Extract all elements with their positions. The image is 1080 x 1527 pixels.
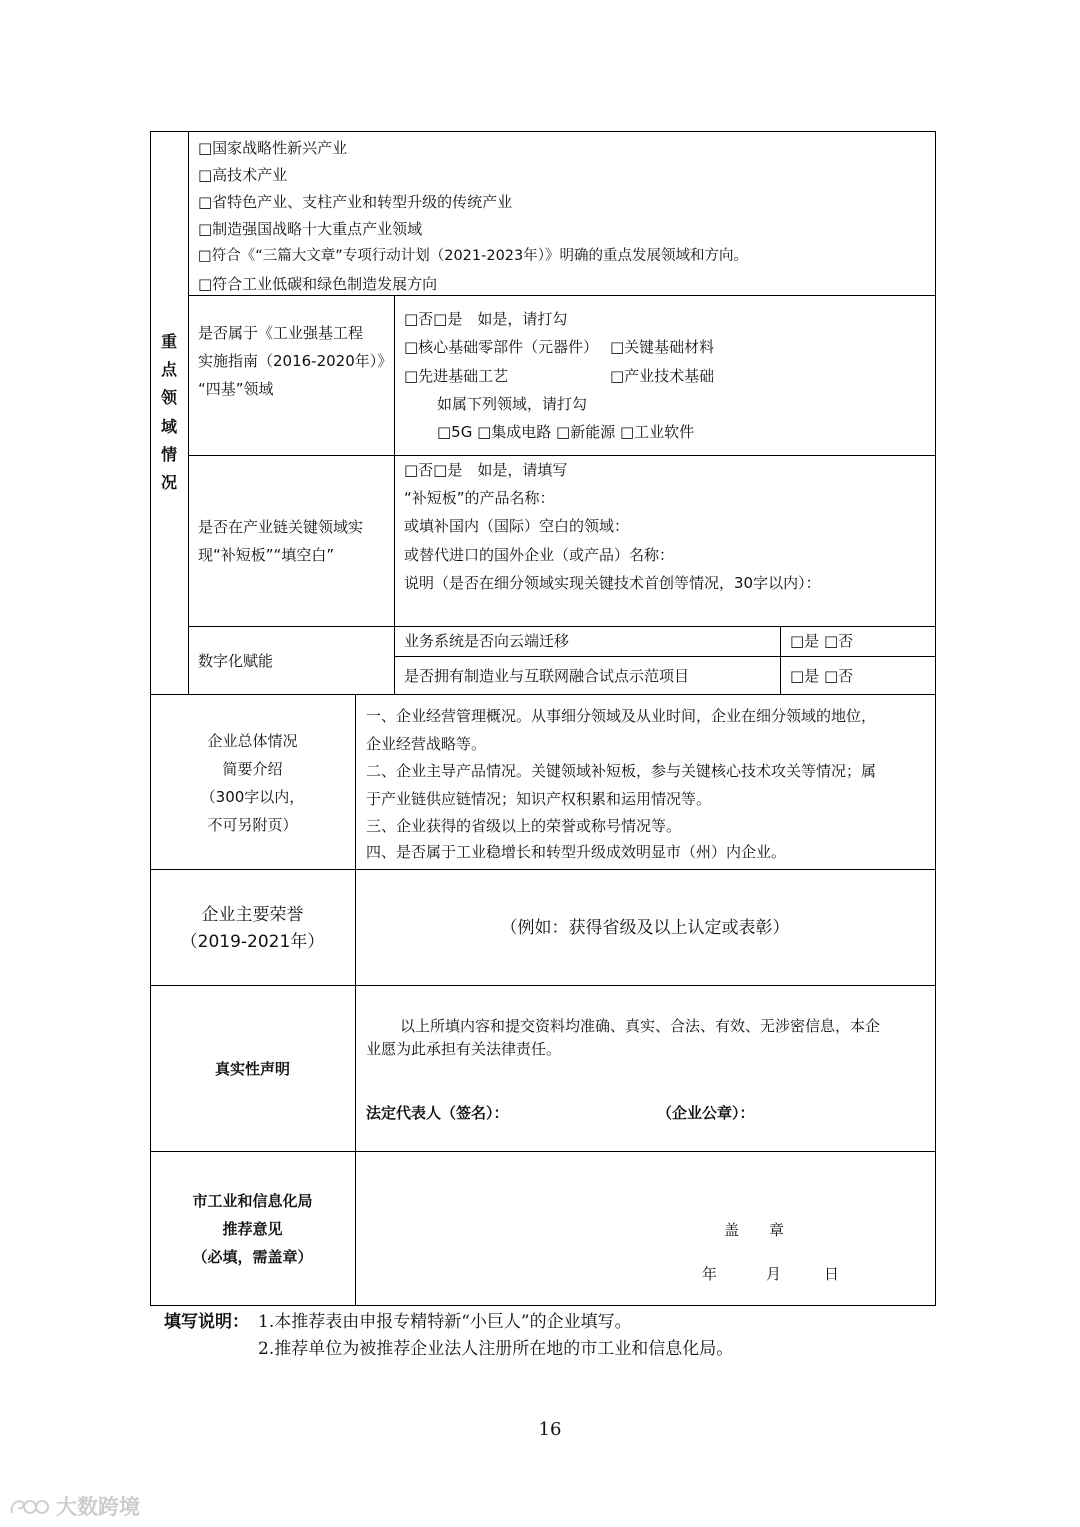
checkbox-option[interactable]: □5G □集成电路 □新能源 □工业软件 xyxy=(437,423,695,441)
divider xyxy=(188,131,189,695)
note-line: 1.本推荐表由申报专精特新“小巨人”的企业填写。 xyxy=(258,1312,632,1332)
checkbox-option[interactable]: □制造强国战略十大重点产业领域 xyxy=(198,220,423,238)
four-base-label: 是否属于《工业强基工程 xyxy=(198,324,364,342)
divider xyxy=(150,869,936,870)
divider xyxy=(150,985,936,986)
checkbox-option[interactable]: □高技术产业 xyxy=(198,166,288,184)
honors-label: 企业主要荣誉 xyxy=(201,905,304,925)
digital-label: 数字化赋能 xyxy=(198,652,274,670)
overview-text[interactable]: 一、企业经营管理概况。从事细分领域及从业时间，企业在细分领域的地位， xyxy=(366,707,877,725)
page-number: 16 xyxy=(538,1419,562,1440)
title-char: 域 xyxy=(160,417,177,436)
digital-question: 是否拥有制造业与互联网融合试点示范项目 xyxy=(404,667,690,685)
checkbox-option[interactable]: □产业技术基础 xyxy=(610,367,715,385)
overview-text[interactable]: 二、企业主导产品情况。关键领域补短板，参与关键核心技术攻关等情况；属 xyxy=(366,762,877,780)
overview-label: 简要介绍 xyxy=(222,760,283,778)
overview-text[interactable]: 四、是否属于工业稳增长和转型升级成效明显市（州）内企业。 xyxy=(366,843,787,861)
overview-text[interactable]: 三、企业获得的省级以上的荣誉或称号情况等。 xyxy=(366,817,682,835)
divider xyxy=(394,295,395,695)
divider xyxy=(150,1151,936,1152)
watermark-logo-icon xyxy=(8,1496,50,1518)
table-border-right xyxy=(935,131,936,1306)
field-label[interactable]: 或替代进口的国外企业（或产品）名称： xyxy=(404,546,675,564)
shortboard-label: 是否在产业链关键领域实 xyxy=(198,518,364,536)
title-char: 点 xyxy=(160,360,177,379)
title-char: 况 xyxy=(160,473,177,492)
overview-label: （300字以内， xyxy=(200,788,305,806)
divider xyxy=(188,295,936,296)
divider xyxy=(188,455,936,456)
checkbox-option[interactable]: □关键基础材料 xyxy=(610,338,715,356)
divider xyxy=(355,694,356,1306)
field-label[interactable]: 说明（是否在细分领域实现关键技术首创等情况，30字以内）： xyxy=(404,574,821,592)
divider xyxy=(394,656,936,657)
yes-no-checkbox[interactable]: □是 □否 xyxy=(790,632,854,650)
digital-question: 业务系统是否向云端迁移 xyxy=(404,632,570,650)
date-year: 年 xyxy=(702,1265,718,1283)
declaration-text: 以上所填内容和提交资料均准确、真实、合法、有效、无涉密信息，本企 xyxy=(400,1017,881,1035)
divider xyxy=(150,694,936,695)
field-label[interactable]: 或填补国内（国际）空白的领域： xyxy=(404,517,630,535)
notes-label: 填写说明： xyxy=(164,1312,249,1332)
table-border-bottom xyxy=(150,1305,936,1306)
shortboard-label: 现“补短板”“填空白” xyxy=(198,546,335,564)
checkbox-option[interactable]: □先进基础工艺 xyxy=(404,367,509,385)
divider xyxy=(780,626,781,695)
title-char: 领 xyxy=(160,388,177,407)
honors-content[interactable]: （例如：获得省级及以上认定或表彰） xyxy=(500,918,790,938)
watermark xyxy=(8,1493,140,1521)
four-base-label: “四基”领域 xyxy=(198,380,274,398)
overview-text[interactable]: 于产业链供应链情况；知识产权积累和运用情况等。 xyxy=(366,790,712,808)
checkbox-option[interactable]: □符合《“三篇大文章”专项行动计划（2021-2023年）》明确的重点发展领域和方向。 xyxy=(198,248,749,264)
recommendation-label: 推荐意见 xyxy=(222,1220,283,1238)
checkbox-option[interactable]: □核心基础零部件（元器件） xyxy=(404,338,599,356)
legal-rep-signature-field[interactable]: 法定代表人（签名）： xyxy=(366,1104,509,1122)
company-seal-field[interactable]: （企业公章）： xyxy=(657,1104,755,1122)
table-border-top xyxy=(150,131,936,132)
overview-label: 不可另附页） xyxy=(207,816,298,834)
divider xyxy=(188,626,936,627)
checkbox-option[interactable]: □省特色产业、支柱产业和转型升级的传统产业 xyxy=(198,193,513,211)
four-base-label: 实施指南（2016-2020年）》 xyxy=(198,352,393,370)
honors-label: （2019-2021年） xyxy=(180,932,325,952)
note-line: 2.推荐单位为被推荐企业法人注册所在地的市工业和信息化局。 xyxy=(258,1339,734,1359)
title-char: 重 xyxy=(160,332,177,351)
yes-no-checkbox[interactable]: □否□是 如是，请打勾 xyxy=(404,310,568,328)
declaration-text: 业愿为此承担有关法律责任。 xyxy=(366,1040,562,1058)
yes-no-checkbox[interactable]: □是 □否 xyxy=(790,667,854,685)
table-border-left xyxy=(150,131,151,1306)
yes-no-checkbox[interactable]: □否□是 如是，请填写 xyxy=(404,461,568,479)
overview-text[interactable]: 企业经营战略等。 xyxy=(366,735,487,753)
watermark-text: 大数跨境 xyxy=(56,1495,140,1519)
declaration-label: 真实性声明 xyxy=(214,1060,290,1078)
checkbox-option[interactable]: □国家战略性新兴产业 xyxy=(198,139,348,157)
checkbox-option[interactable]: □符合工业低碳和绿色制造发展方向 xyxy=(198,275,438,293)
date-month: 月 xyxy=(766,1265,782,1283)
title-char: 情 xyxy=(160,445,177,464)
sub-instruction: 如属下列领域，请打勾 xyxy=(437,395,588,413)
date-day: 日 xyxy=(824,1265,840,1283)
stamp-label: 盖 章 xyxy=(724,1221,785,1239)
recommendation-label: 市工业和信息化局 xyxy=(192,1192,313,1210)
overview-label: 企业总体情况 xyxy=(207,732,298,750)
recommendation-label: （必填，需盖章） xyxy=(192,1248,313,1266)
field-label[interactable]: “补短板”的产品名称： xyxy=(404,489,555,507)
